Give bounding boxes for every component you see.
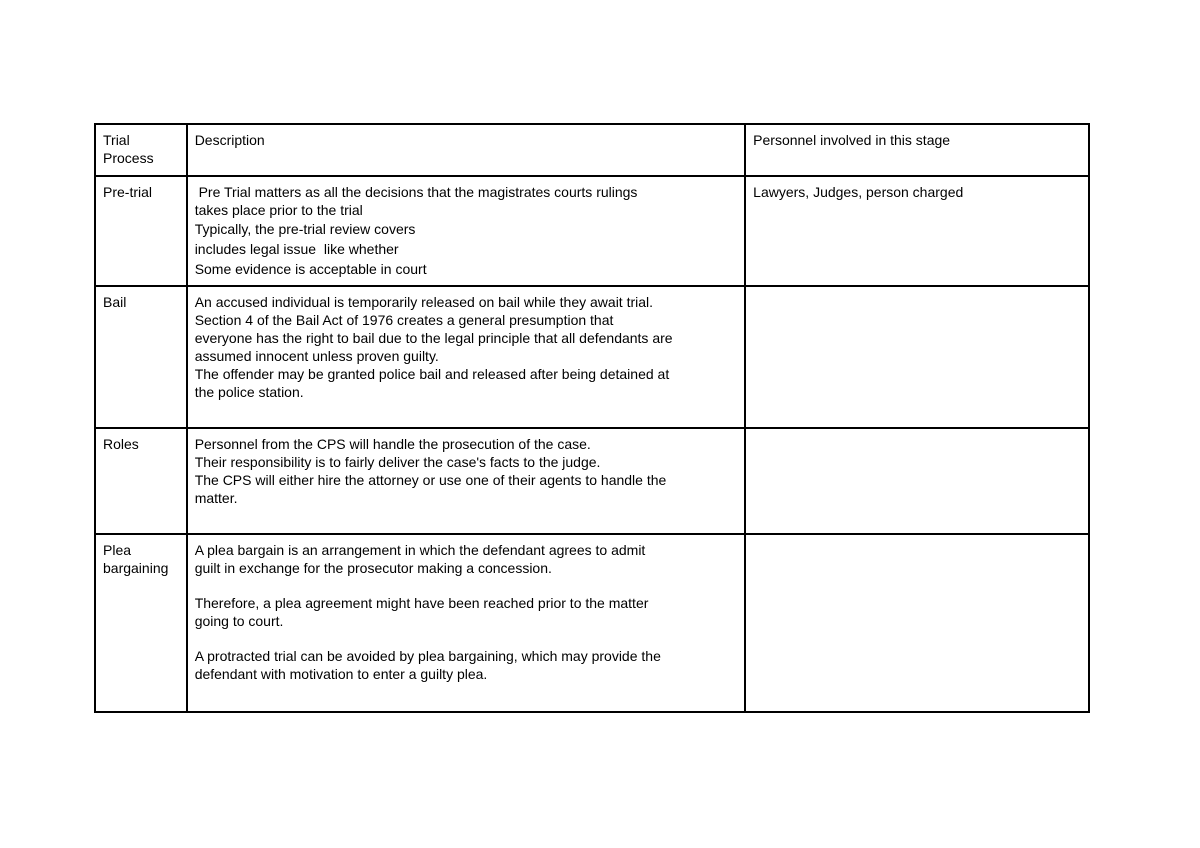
- description-paragraph: Therefore, a plea agreement might have been reached prior to the matter going to court.: [194, 595, 649, 629]
- description-line: includes legal issue like whether: [194, 241, 399, 257]
- personnel-cell: Lawyers, Judges, person charged: [745, 176, 1089, 286]
- description-cell: [187, 534, 745, 712]
- description-line: the police station.: [194, 384, 304, 400]
- description-paragraph: A protracted trial can be avoided by plea bargaining, which may provide the defendant with motivation to enter a guilty plea.: [194, 648, 661, 682]
- description-line: assumed innocent unless proven guilty.: [194, 348, 439, 364]
- process-cell: Plea bargaining: [95, 534, 187, 712]
- table-row-plea-bargaining: [95, 534, 1089, 712]
- description-line: everyone has the right to bail due to the legal principle that all defendants are: [194, 330, 673, 346]
- description-line: Some evidence is acceptable in court: [194, 261, 427, 277]
- trial-process-table: [94, 123, 1090, 713]
- header-description: Description: [187, 124, 745, 176]
- table-row-bail: [95, 286, 1089, 428]
- header-personnel: Personnel involved in this stage: [745, 124, 1089, 176]
- description-line: Their responsibility is to fairly deliver the case's facts to the judge.: [194, 454, 601, 470]
- description-line: matter.: [194, 490, 238, 506]
- description-line: An accused individual is temporarily released on bail while they await trial.: [194, 294, 654, 310]
- personnel-cell: [745, 534, 1089, 712]
- description-line: Typically, the pre-trial review covers: [194, 221, 416, 237]
- description-cell: [187, 428, 745, 534]
- process-cell: Bail: [95, 286, 187, 428]
- table-row-pre-trial: [95, 176, 1089, 286]
- description-paragraph: A plea bargain is an arrangement in which the defendant agrees to admit guilt in exchange for the prosecutor making a concession.: [194, 542, 646, 576]
- description-cell: [187, 286, 745, 428]
- personnel-cell: [745, 428, 1089, 534]
- table-row-roles: [95, 428, 1089, 534]
- description-line: Personnel from the CPS will handle the prosecution of the case.: [194, 436, 591, 452]
- process-cell: Pre-trial: [95, 176, 187, 286]
- description-line: takes place prior to the trial: [194, 202, 363, 218]
- description-cell: [187, 176, 745, 286]
- description-line: The CPS will either hire the attorney or use one of their agents to handle the: [194, 472, 667, 488]
- description-line: Section 4 of the Bail Act of 1976 creates a general presumption that: [194, 312, 614, 328]
- header-trial-process: Trial Process: [95, 124, 187, 176]
- process-cell: Roles: [95, 428, 187, 534]
- table-header-row: [95, 124, 1089, 176]
- description-line: The offender may be granted police bail and released after being detained at: [194, 366, 670, 382]
- personnel-cell: [745, 286, 1089, 428]
- description-line: Pre Trial matters as all the decisions that the magistrates courts rulings: [194, 184, 638, 200]
